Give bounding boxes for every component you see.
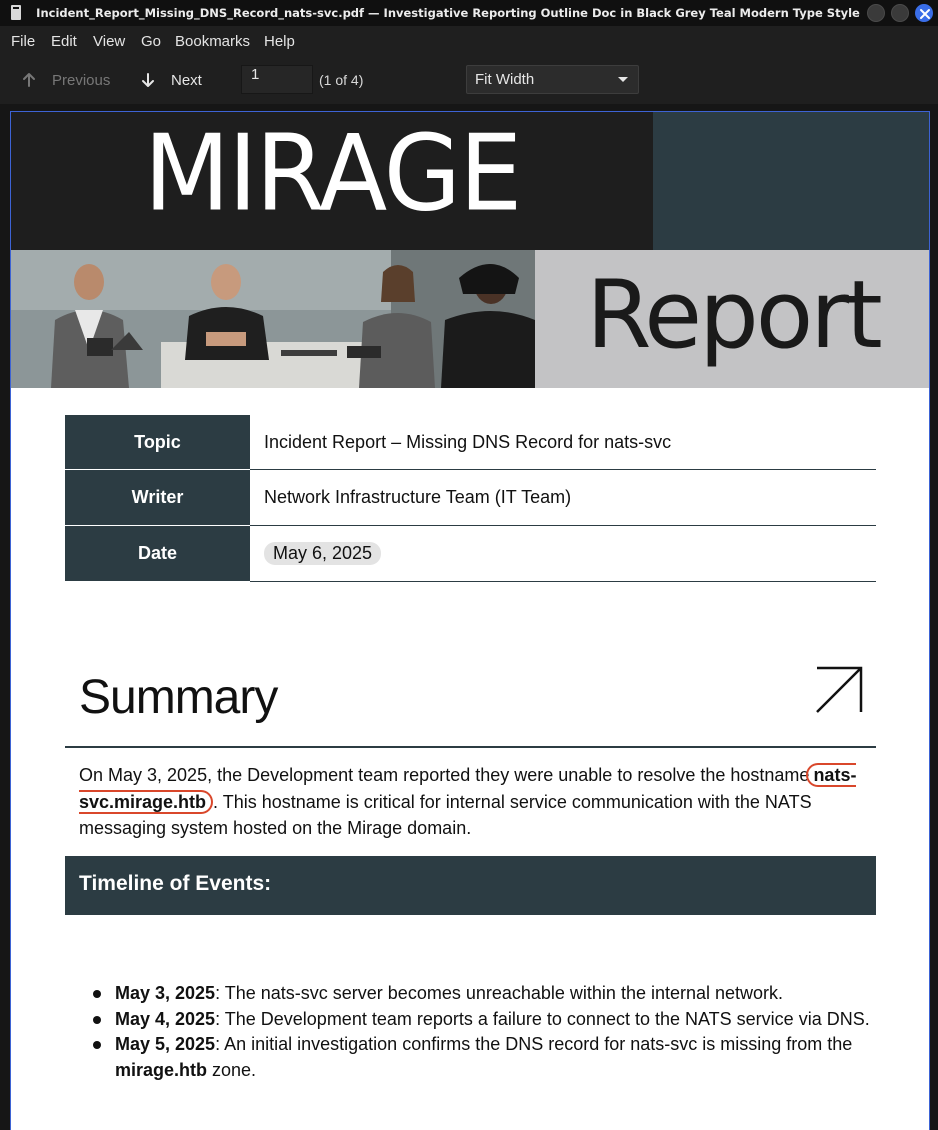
arrow-up-icon	[22, 72, 36, 88]
menu-view[interactable]: View	[93, 33, 126, 50]
info-value	[264, 526, 381, 581]
meeting-photo	[11, 250, 535, 388]
info-value: Network Infrastructure Team (IT Team)	[264, 487, 572, 507]
previous-page-button[interactable]	[22, 68, 110, 92]
event-text: : An initial investigation confirms the DNS record for nats-svc is missing from the	[215, 1034, 853, 1054]
summary-text-after: . This hostname is critical for internal service communication with the NATS messaging system hosted on the Mirage domain.	[79, 791, 812, 838]
info-key: Date	[65, 526, 250, 582]
menu-bookmarks[interactable]: Bookmarks	[175, 33, 251, 50]
highlighted-hostname: nats-svc.mirage.htb	[79, 765, 857, 812]
timeline-header	[65, 856, 876, 915]
page-count: (1 of 4)	[319, 72, 364, 88]
close-button[interactable]	[915, 4, 933, 22]
hero-title: MIRAGE	[143, 112, 521, 235]
hero-teal-block	[653, 112, 930, 250]
minimize-button[interactable]	[867, 4, 885, 22]
info-key: Topic	[65, 415, 250, 470]
arrow-down-icon	[141, 72, 155, 88]
zoom-value: Fit Width	[475, 71, 535, 88]
timeline-item	[115, 981, 875, 1007]
menu-file[interactable]: File	[11, 33, 36, 50]
document-app-icon	[11, 5, 21, 20]
event-date: May 3, 2025	[115, 983, 216, 1003]
summary-text-before: On May 3, 2025, the Development team reported they were unable to resolve the hostname	[79, 765, 815, 785]
timeline-item	[115, 1007, 875, 1033]
event-date: May 4, 2025	[115, 1008, 216, 1029]
info-row-date	[65, 526, 876, 582]
toolbar	[0, 58, 938, 104]
hero-subtitle: Report	[586, 261, 880, 370]
window-title: Incident_Report_Missing_DNS_Record_nats-svc.pdf — Investigative Reporting Outline Doc in Black Grey Teal Modern Type Style	[36, 6, 860, 20]
info-row-writer	[65, 470, 876, 526]
hero-black-block	[11, 112, 653, 250]
menu-bar	[0, 26, 938, 58]
document-viewer[interactable]	[0, 104, 938, 1130]
info-key: Writer	[65, 470, 250, 526]
timeline-heading: Timeline of Events:	[79, 872, 272, 895]
event-tail: zone.	[207, 1059, 257, 1080]
info-value: Incident Report – Missing DNS Record for nats-svc	[264, 432, 672, 452]
menu-edit[interactable]: Edit	[51, 33, 77, 50]
next-label: Next	[171, 71, 202, 89]
timeline-list	[115, 981, 875, 1083]
previous-label: Previous	[52, 71, 111, 89]
title-bar	[0, 0, 938, 26]
close-icon	[919, 8, 931, 20]
report-grey-block	[535, 250, 930, 388]
zoom-select[interactable]	[466, 65, 639, 94]
date-chip: May 6, 2025	[264, 542, 381, 565]
info-row-topic	[65, 415, 876, 470]
menu-go[interactable]: Go	[141, 33, 162, 50]
summary-divider	[65, 746, 876, 748]
event-date: May 5, 2025	[115, 1034, 216, 1054]
chevron-down-icon	[618, 77, 628, 82]
menu-help[interactable]: Help	[264, 33, 295, 50]
pdf-page	[10, 111, 930, 1130]
arrow-up-right-icon	[814, 665, 864, 715]
summary-heading: Summary	[79, 671, 278, 724]
timeline-item	[115, 1032, 875, 1083]
maximize-button[interactable]	[891, 4, 909, 22]
info-table	[65, 415, 876, 582]
event-text: : The Development team reports a failure to connect to the NATS service via DNS.	[215, 1008, 870, 1029]
next-page-button[interactable]	[141, 68, 202, 92]
page-number-input[interactable]: 1	[241, 65, 313, 94]
event-text: : The nats-svc server becomes unreachable within the internal network.	[215, 983, 784, 1003]
event-zone: mirage.htb	[115, 1059, 208, 1080]
summary-paragraph	[79, 762, 879, 842]
